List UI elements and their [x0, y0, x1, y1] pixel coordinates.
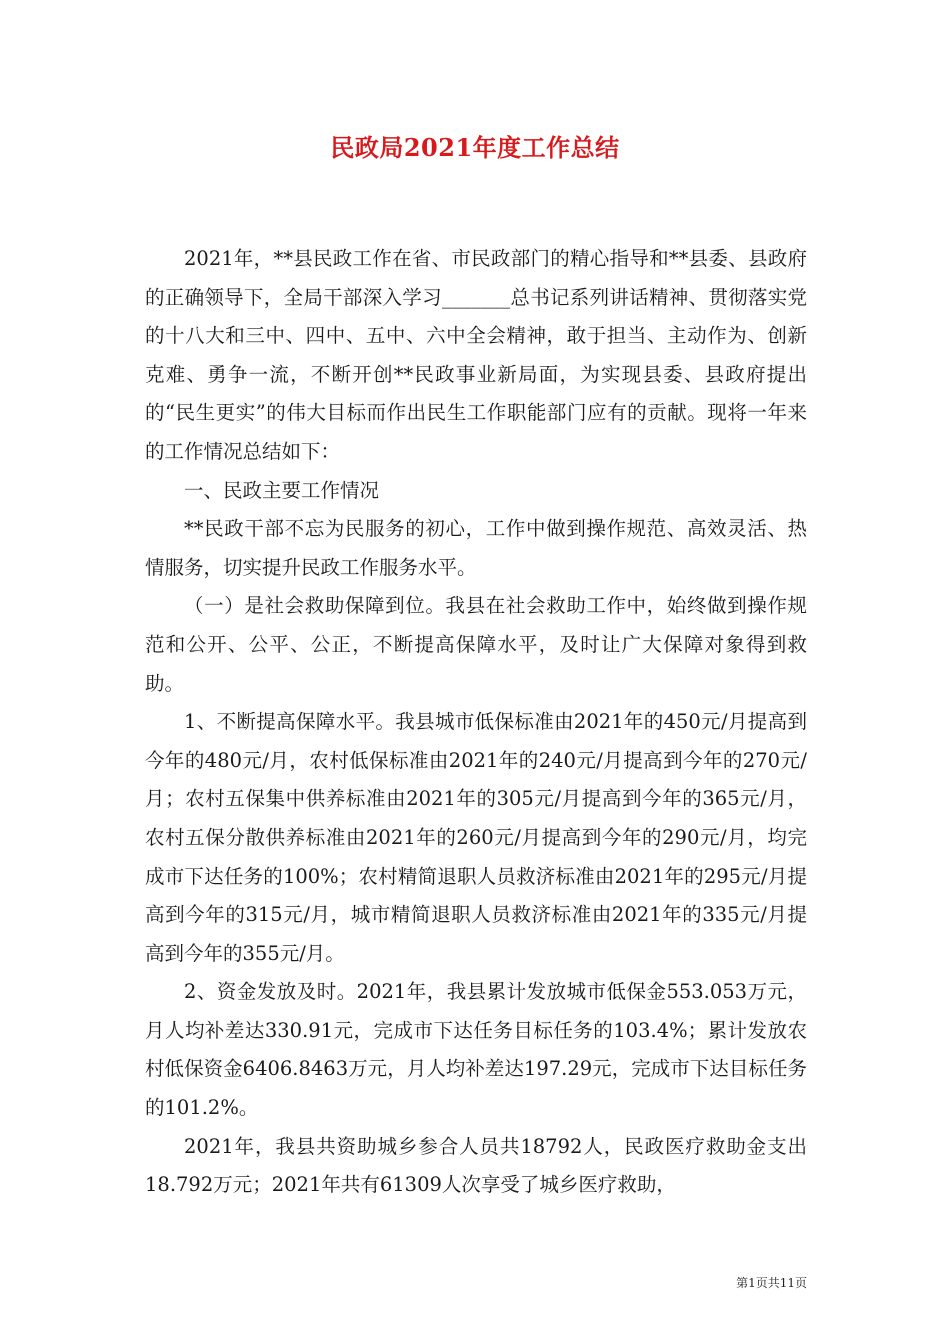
paragraph-social-assistance: （一）是社会救助保障到位。我县在社会救助工作中，始终做到操作规范和公开、公平、公正，不断提高保障水平，及时让广大保障对象得到救助。	[145, 594, 807, 695]
paragraph-service: **民政干部不忘为民服务的初心，工作中做到操作规范、高效灵活、热情服务，切实提升民政工作服务水平。	[145, 517, 807, 579]
document-body	[145, 240, 807, 1205]
paragraph-funds: 2、资金发放及时。2021年，我县累计发放城市低保金553.053万元，月人均补差达330.91元，完成市下达任务目标任务的103.4%；累计发放农村低保资金6406.8463万元，月人均补差达197.29元，完成市下达目标任务的101.2%。	[145, 980, 807, 1120]
paragraph-standards: 1、不断提高保障水平。我县城市低保标准由2021年的450元/月提高到今年的480元/月，农村低保标准由2021年的240元/月提高到今年的270元/月；农村五保集中供养标准由2021年的305元/月提高到今年的365元/月，农村五保分散供养标准由2021年的260元/月提高到今年的290元/月，均完成市下达任务的100%；农村精简退职人员救济标准由2021年的295元/月提高到今年的315元/月，城市精简退职人员救济标准由2021年的335元/月提高到今年的355元/月。	[145, 710, 807, 965]
document-title: 民政局2021年度工作总结	[330, 133, 620, 162]
page-number: 第1页共11页	[736, 1276, 807, 1290]
paragraph-intro: 2021年，**县民政工作在省、市民政部门的精心指导和**县委、县政府的正确领导下，全局干部深入学习_______总书记系列讲话精神、贯彻落实党的十八大和三中、四中、五中、六中全会精神，敢于担当、主动作为、创新克难、勇争一流，不断开创**民政事业新局面，为实现县委、县政府提出的“民生更实”的伟大目标而作出民生工作职能部门应有的贡献。现将一年来的工作情况总结如下：	[145, 247, 807, 463]
paragraph-medical: 2021年，我县共资助城乡参合人员共18792人，民政医疗救助金支出18.792万元；2021年共有61309人次享受了城乡医疗救助，	[145, 1134, 807, 1197]
section-heading: 一、民政主要工作情况	[184, 478, 380, 502]
